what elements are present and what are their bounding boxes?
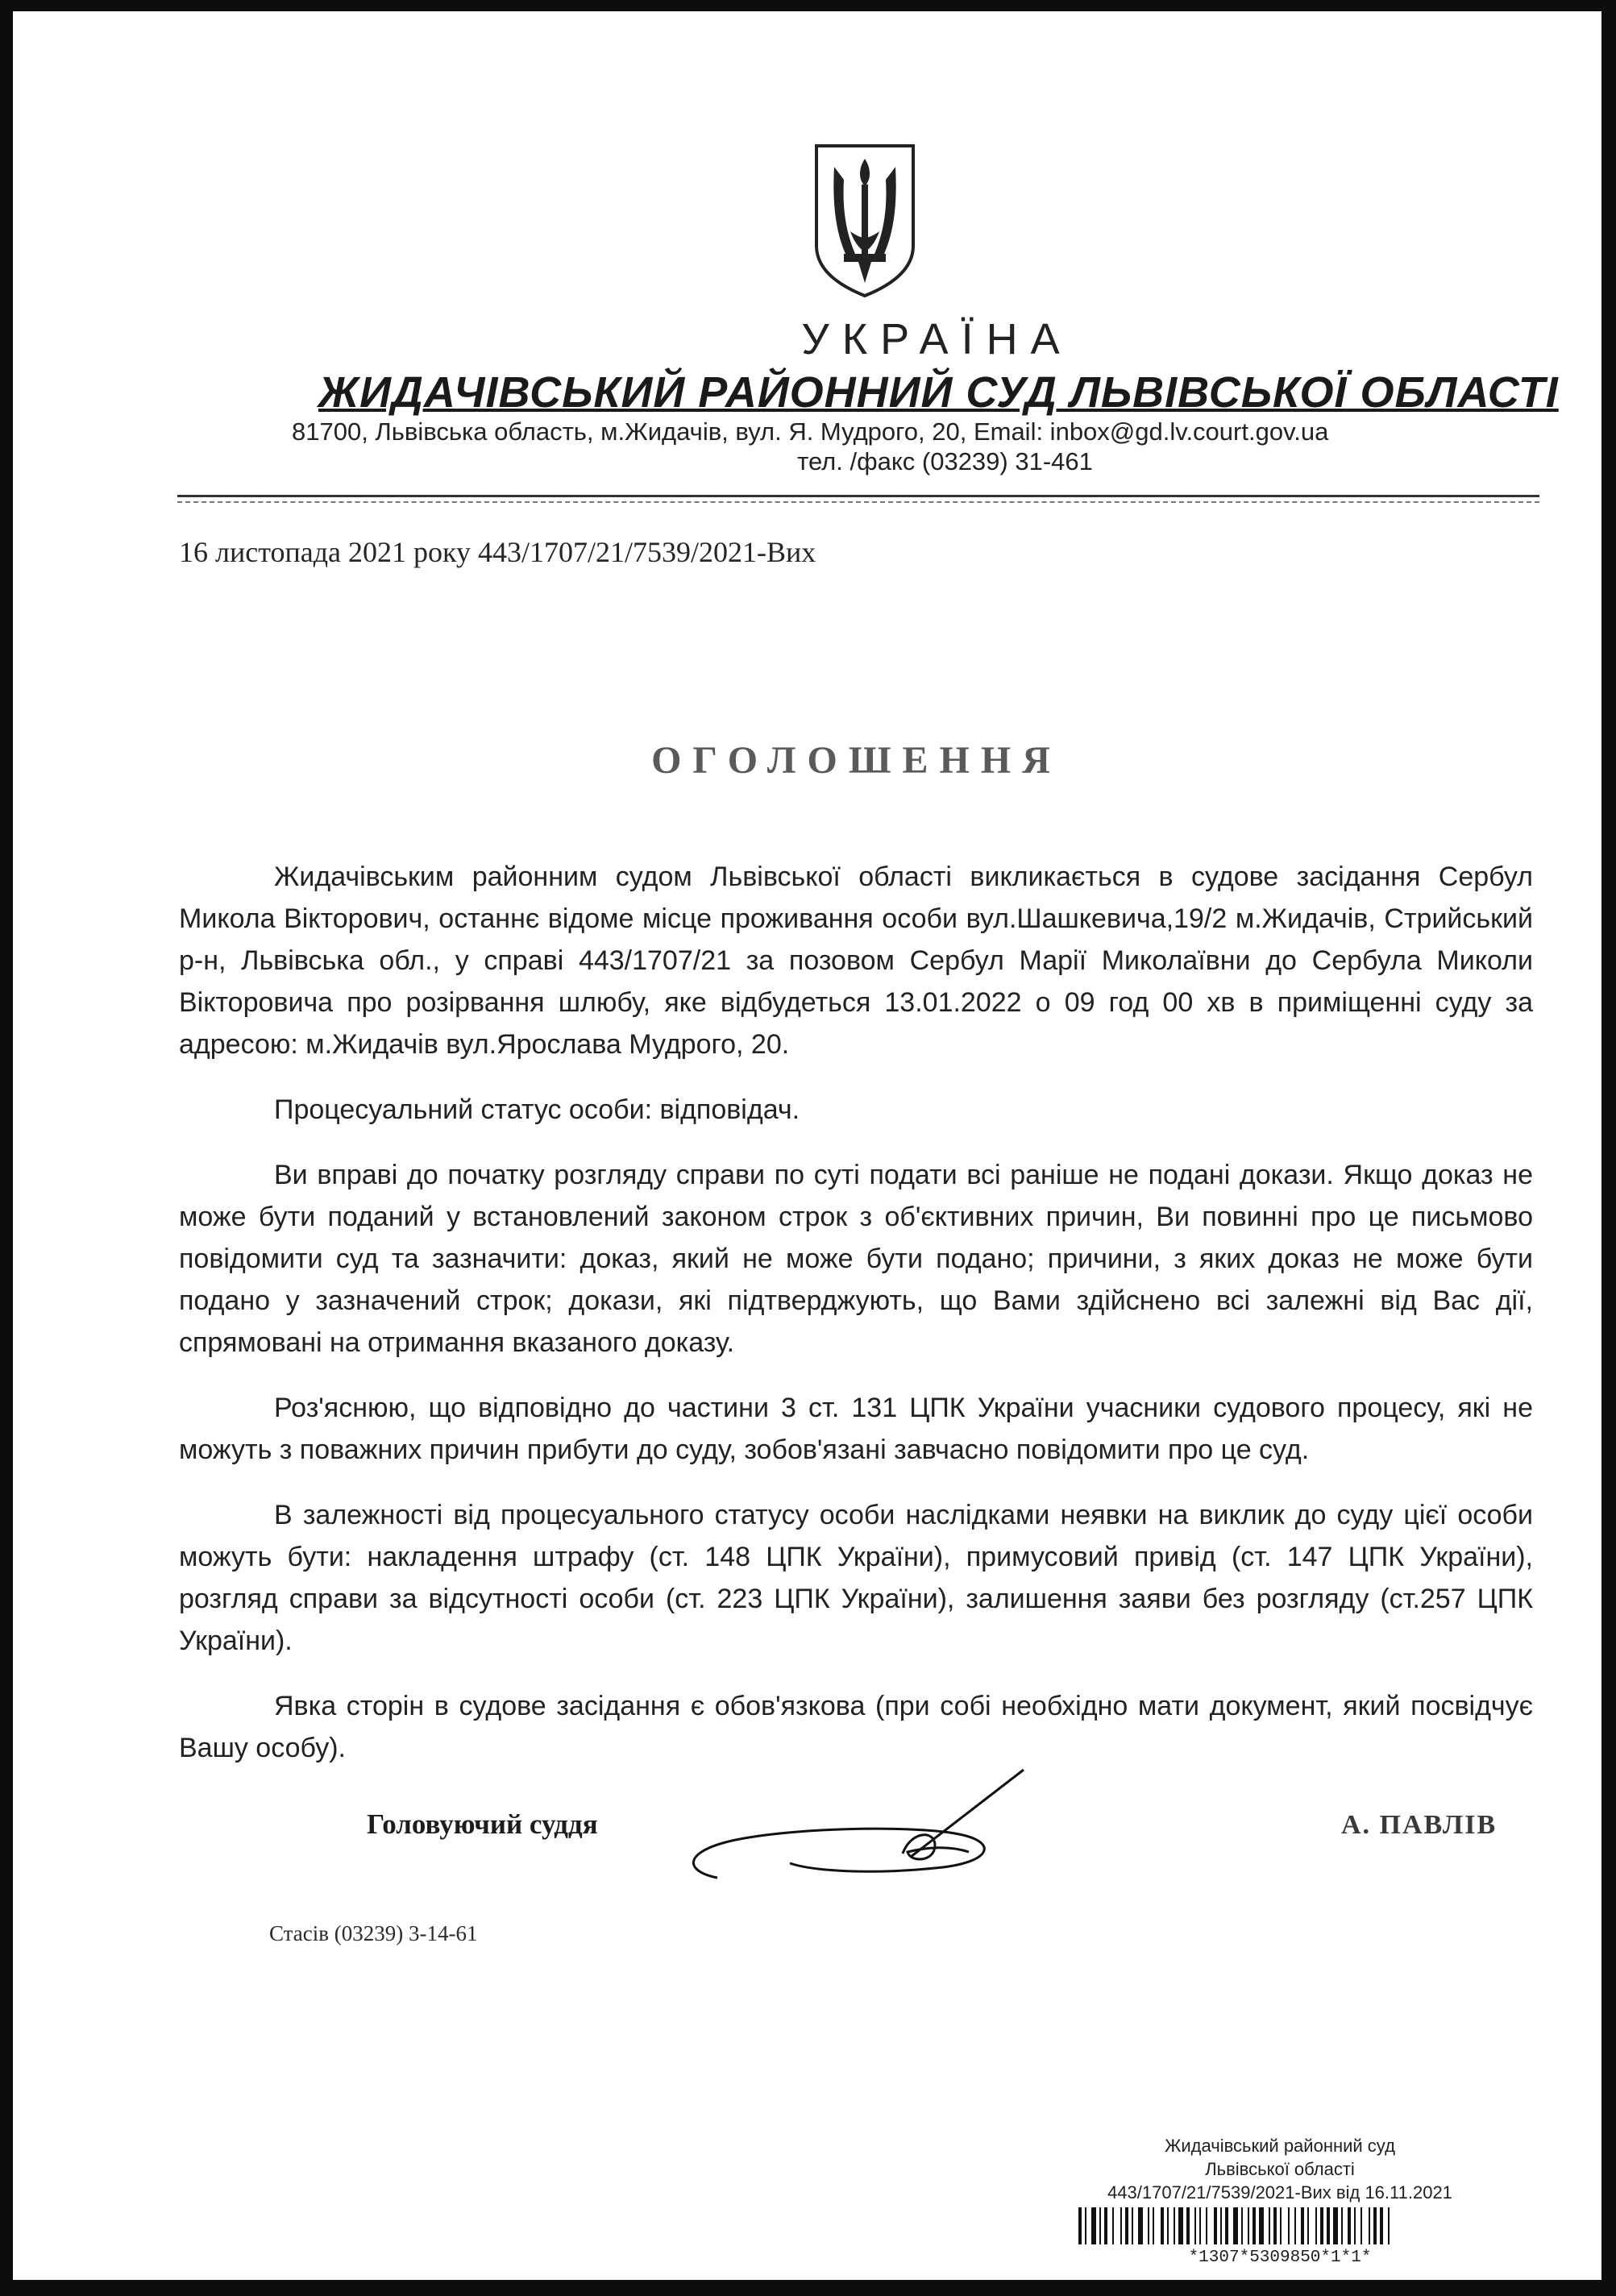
document-heading: ОГОЛОШЕННЯ [651, 739, 1061, 782]
barcode-icon [1078, 2207, 1481, 2244]
barcode-number: *1307*5309850*1*1* [1188, 2248, 1372, 2267]
signer-title: Головуючий суддя [367, 1808, 598, 1840]
court-phone: тел. /факс (03239) 31-461 [797, 447, 1093, 475]
signer-name: А. ПАВЛІВ [1341, 1810, 1498, 1840]
paragraph-notice: Роз'яснюю, що відповідно до частини 3 ст. 131 ЦПК України учасники судового процесу, які не можуть з поважних причин прибути до суду, зобов'язані завчасно повідомити про це суд. [179, 1393, 1533, 1465]
header-divider [177, 495, 1539, 497]
stamp-court-line: Жидачівський районний суд [1165, 2136, 1395, 2156]
trident-coat-of-arms-icon [808, 141, 921, 299]
paragraph-attendance: Явка сторін в судове засідання є обов'язкова (при собі необхідно мати документ, який посвідчує Вашу особу). [179, 1691, 1533, 1763]
paragraph-evidence: Ви вправі до початку розгляду справи по суті подати всі раніше не подані докази. Якщо доказ не може бути поданий у встановлений законом строк з об'єктивних причин, Ви повинні про це письмово повідомити суд та зазначити: доказ, який не може бути подано; причини, з яких доказ не може бути подано у зазначений строк; докази, які підтверджують, що Вами здійснено всі залежні від Вас дії, спрямовані на отримання вказаного доказу. [179, 1160, 1533, 1358]
document-date-reference: 16 листопада 2021 року 443/1707/21/7539/2021-Вих [179, 536, 816, 568]
scan-border-bottom [0, 2280, 1616, 2296]
court-name: ЖИДАЧІВСЬКИЙ РАЙОННИЙ СУД ЛЬВІВСЬКОЇ ОБЛАСТІ [318, 368, 1559, 417]
registry-stamp [1070, 2134, 1489, 2269]
scan-border-left [0, 0, 13, 2296]
stamp-region-line: Львівської області [1205, 2159, 1355, 2179]
country-title: УКРАЇНА [801, 315, 1073, 363]
paragraph-status: Процесуальний статус особи: відповідач. [274, 1094, 800, 1125]
court-address: 81700, Львівська область, м.Жидачів, вул. Я. Мудрого, 20, Email: inbox@gd.lv.court.gov.ua [292, 417, 1329, 446]
paragraph-consequences: В залежності від процесуального статусу особи наслідками неявки на виклик до суду цієї особи можуть бути: накладення штрафу (ст. 148 ЦПК України), примусовий привід (ст. 147 ЦПК України), розгляд справи за відсутності особи (ст. 223 ЦПК України), залишення заяви без розгляду (ст.257 ЦПК України). [179, 1500, 1533, 1656]
executor-contact: Стасів (03239) 3-14-61 [269, 1921, 478, 1945]
handwritten-signature [669, 1757, 1040, 1894]
announcement-body [179, 856, 1533, 1792]
paragraph-summons: Жидачівським районним судом Львівської області викликається в судове засідання Сербул Микола Вікторович, останнє відоме місце проживання особи вул.Шашкевича,19/2 м.Жидачів, Стрийський р-н, Львівська обл., у справі 443/1707/21 за позовом Сербул Марії Миколаївни до Сербула Миколи Вікторовича про розірвання шлюбу, яке відбудеться 13.01.2022 о 09 год 00 хв в приміщенні суду за адресою: м.Жидачів вул.Ярослава Мудрого, 20. [179, 862, 1533, 1060]
scan-border-top [0, 0, 1616, 11]
stamp-reference-line: 443/1707/21/7539/2021-Вих від 16.11.2021 [1107, 2182, 1452, 2203]
header-divider-secondary [177, 501, 1539, 503]
